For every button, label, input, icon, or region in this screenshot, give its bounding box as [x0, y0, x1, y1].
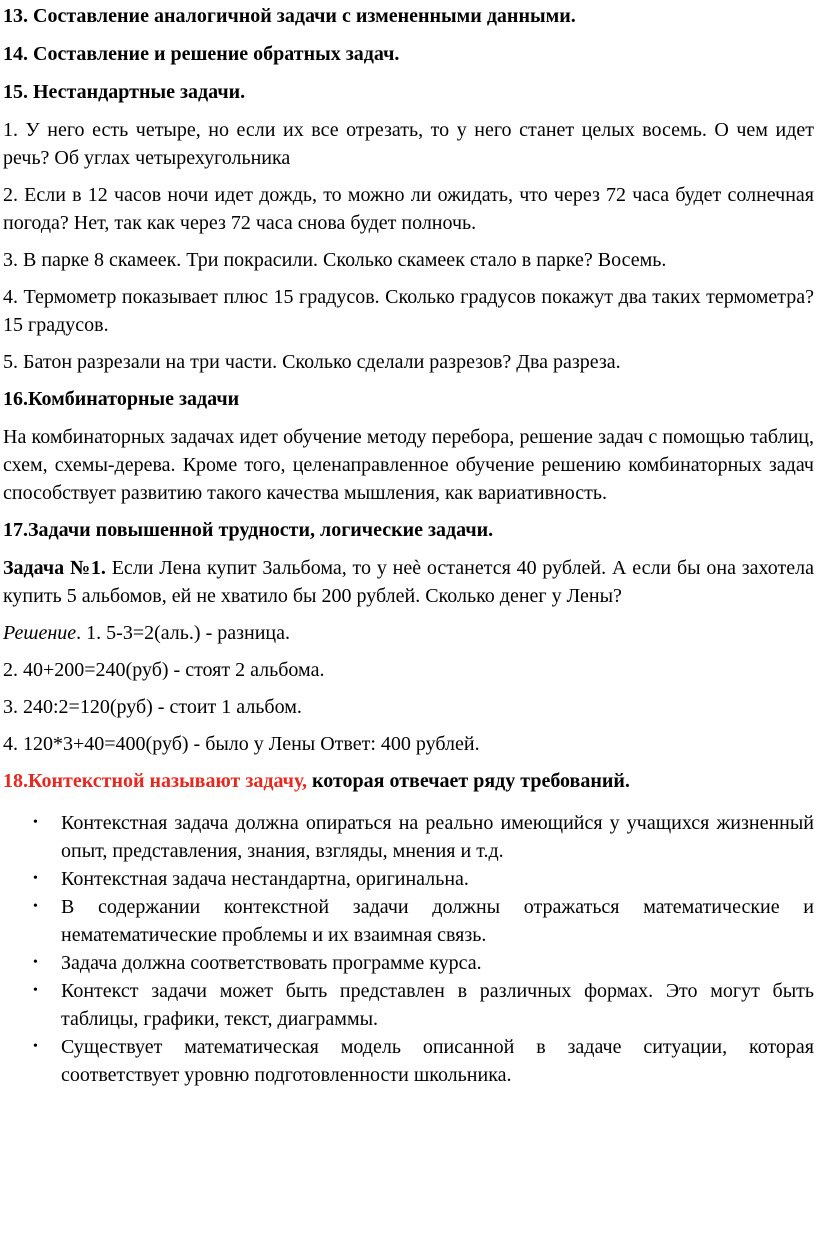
- list-item-text: Контекстная задача нестандартна, оригинальна.: [61, 868, 469, 890]
- task-1-text: Если Лена купит 3альбома, то у неѐ останется 40 рублей. А если бы она захотела купить 5 альбомов, ей не хватило бы 200 рублей. Сколько денег у Лены?: [3, 557, 815, 607]
- puzzle-2: 2. Если в 12 часов ночи идет дождь, то можно ли ожидать, что через 72 часа будет солнечная погода? Нет, так как через 72 часа снова будет полночь.: [3, 184, 814, 234]
- list-item-text: Задача должна соответствовать программе курса.: [61, 952, 482, 974]
- bullet-icon: •: [33, 899, 38, 914]
- task-1-label: Задача №1.: [3, 557, 106, 579]
- heading-17: 17.Задачи повышенной трудности, логические задачи.: [3, 519, 494, 541]
- bullet-icon: •: [33, 815, 38, 830]
- puzzle-3: 3. В парке 8 скамеек. Три покрасили. Сколько скамеек стало в парке? Восемь.: [3, 249, 667, 271]
- solution-step-3: 3. 240:2=120(руб) - стоит 1 альбом.: [3, 696, 302, 718]
- list-item-text: Контекстная задача должна опираться на реально имеющийся у учащихся жизненный опыт, представления, знания, взгляды, мнения и т.д.: [61, 812, 814, 862]
- list-item: [3, 977, 814, 1033]
- combinatorics-paragraph: На комбинаторных задачах идет обучение методу перебора, решение задач с помощью таблиц, схем, схемы-дерева. Кроме того, целенаправленное обучение решению комбинаторных задач способствует развитию такого качества мышления, как вариативность.: [3, 426, 814, 504]
- puzzle-1: 1. У него есть четыре, но если их все отрезать, то у него станет целых восемь. О чем идет речь? Об углах четырехугольника: [3, 119, 814, 169]
- list-item-text: Контекст задачи может быть представлен в различных формах. Это могут быть таблицы, графики, текст, диаграммы.: [61, 980, 814, 1030]
- solution-label: Решение: [3, 622, 77, 644]
- solution-step-1-text: . 1. 5-3=2(аль.) - разница.: [76, 622, 290, 644]
- bullet-icon: •: [33, 871, 38, 886]
- puzzle-5: 5. Батон разрезали на три части. Сколько сделали разрезов? Два разреза.: [3, 351, 621, 373]
- heading-18-black-part: которая отвечает ряду требований.: [306, 770, 630, 792]
- solution-step-1: [3, 619, 814, 647]
- list-item-text: В содержании контекстной задачи должны отражаться математические и нематематические проблемы и их взаимная связь.: [61, 896, 814, 946]
- list-item: [3, 809, 814, 865]
- heading-14: 14. Составление и решение обратных задач.: [3, 43, 400, 65]
- task-1-paragraph: [3, 554, 814, 610]
- list-item: [3, 865, 814, 893]
- heading-15: 15. Нестандартные задачи.: [3, 81, 246, 103]
- heading-18-red-part: 18.Контекстной называют задачу,: [3, 770, 307, 792]
- bullet-icon: •: [33, 1039, 38, 1054]
- heading-16: 16.Комбинаторные задачи: [3, 388, 240, 410]
- solution-step-4: 4. 120*3+40=400(руб) - было у Лены Ответ: 400 рублей.: [3, 733, 480, 755]
- requirements-list: [3, 809, 814, 1089]
- heading-18: [3, 767, 814, 795]
- list-item: [3, 1033, 814, 1089]
- heading-13: 13. Составление аналогичной задачи с измененными данными.: [3, 5, 576, 27]
- bullet-icon: •: [33, 955, 38, 970]
- puzzle-4: 4. Термометр показывает плюс 15 градусов. Сколько градусов покажут два таких термометра? 15 градусов.: [3, 286, 814, 336]
- list-item-text: Существует математическая модель описанной в задаче ситуации, которая соответствует уровню подготовленности школьника.: [61, 1036, 814, 1086]
- list-item: [3, 949, 814, 977]
- bullet-icon: •: [33, 983, 38, 998]
- solution-step-2: 2. 40+200=240(руб) - стоят 2 альбома.: [3, 659, 325, 681]
- list-item: [3, 893, 814, 949]
